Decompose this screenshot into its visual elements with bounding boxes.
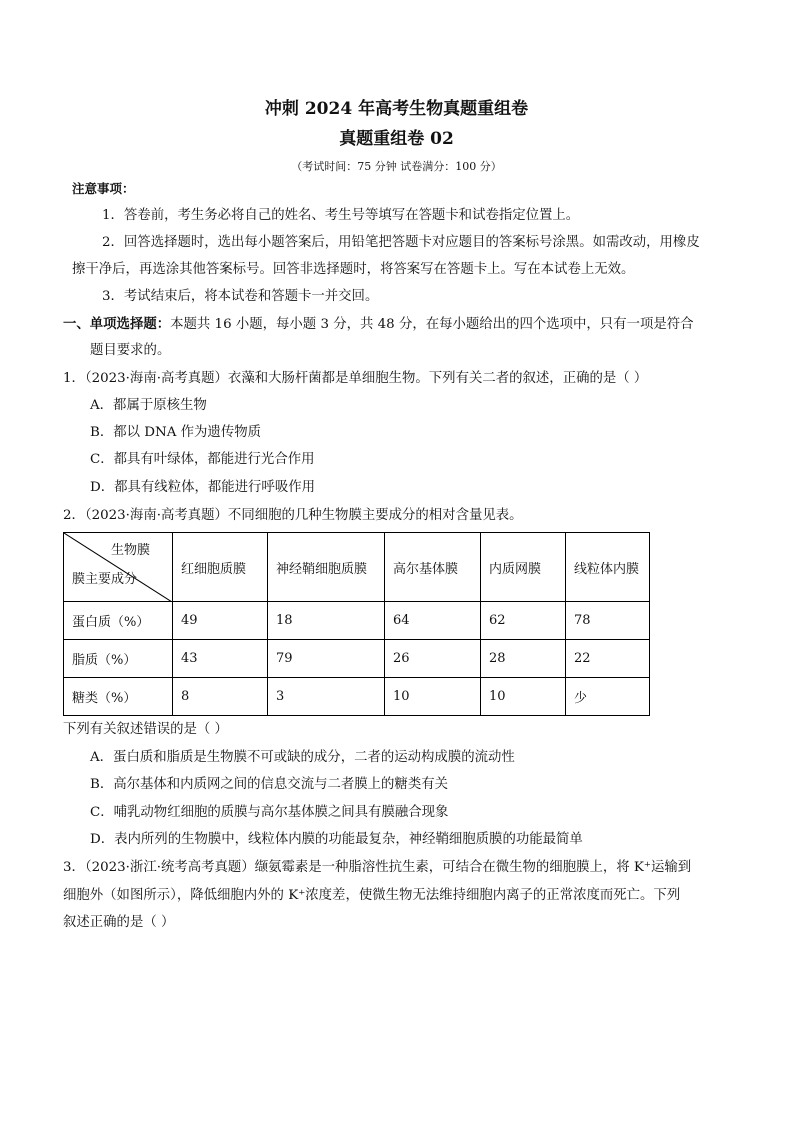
notice-heading: 注意事项： [72,181,135,196]
table-row [64,640,650,678]
table-row-label: 糖类（%） [64,678,173,716]
table-row [64,678,650,716]
table-cell: 10 [481,678,566,716]
q3-stem: 3．（2023·浙江·统考高考真题）缬氨霉素是一种脂溶性抗生素，可结合在微生物的细胞膜上，将 K⁺运输到 [63,860,692,875]
exam-title: 冲刺 2024 年高考生物真题重组卷 [264,99,529,119]
table-cell: 79 [268,640,385,678]
section1-header [63,315,694,334]
table-corner-cell [64,533,173,602]
table-col-header: 线粒体内膜 [566,533,650,602]
table-col-header: 神经鞘细胞质膜 [268,533,385,602]
exam-info: （考试时间：75 分钟 试卷满分：100 分） [291,160,502,173]
q1-option-a: A．都属于原核生物 [90,398,207,413]
notice-item-1: 1．答卷前，考生务必将自己的姓名、考生号等填写在答题卡和试卷指定位置上。 [102,208,580,223]
q3-stem-cont: 细胞外（如图所示），降低细胞内外的 K⁺浓度差，使微生物无法维持细胞内离子的正常浓度而死亡。下列 [63,888,681,903]
section1-desc: 本题共 16 小题，每小题 3 分，共 48 分，在每小题给出的四个选项中，只有一项是符合 [170,317,694,332]
table-cell: 少 [566,678,650,716]
table-cell: 26 [385,640,481,678]
table-cell: 28 [481,640,566,678]
notice-item-2-cont: 擦干净后，再选涂其他答案标号。回答非选择题时，将答案写在答题卡上。写在本试卷上无效。 [72,262,635,277]
q2-stem: 2．（2023·海南·高考真题）不同细胞的几种生物膜主要成分的相对含量见表。 [63,508,523,523]
q2-option-b: B．高尔基体和内质网之间的信息交流与二者膜上的糖类有关 [90,777,448,792]
q3-stem-cont: 叙述正确的是（ ） [63,915,175,930]
table-cell: 3 [268,678,385,716]
q1-option-b: B．都以 DNA 作为遗传物质 [90,425,261,440]
table-cell: 49 [173,602,268,640]
q2-option-d: D．表内所列的生物膜中，线粒体内膜的功能最复杂，神经鞘细胞质膜的功能最简单 [90,832,583,847]
corner-top-label: 生物膜 [110,543,150,558]
notice-item-2: 2．回答选择题时，选出每小题答案后，用铅笔把答题卡对应题目的答案标号涂黑。如需改动，用橡皮 [102,235,700,250]
membrane-table [63,532,650,716]
notice-item-3: 3．考试结束后，将本试卷和答题卡一并交回。 [102,289,379,304]
table-header-row [64,533,650,602]
q1-stem: 1．（2023·海南·高考真题）衣藻和大肠杆菌都是单细胞生物。下列有关二者的叙述，正确的是（ ） [63,371,648,386]
q1-option-d: D．都具有线粒体，都能进行呼吸作用 [90,480,315,495]
table-cell: 64 [385,602,481,640]
table-row [64,602,650,640]
q2-question: 下列有关叙述错误的是（ ） [63,722,228,737]
section1-title: 一、单项选择题： [63,316,171,332]
section1-desc-cont: 题目要求的。 [90,343,171,358]
table-cell: 8 [173,678,268,716]
table-row-label: 蛋白质（%） [64,602,173,640]
table-cell: 62 [481,602,566,640]
table-cell: 78 [566,602,650,640]
table-col-header: 内质网膜 [481,533,566,602]
table-col-header: 红细胞质膜 [173,533,268,602]
q1-option-c: C．都具有叶绿体，都能进行光合作用 [90,452,315,467]
table-cell: 10 [385,678,481,716]
q2-option-c: C．哺乳动物红细胞的质膜与高尔基体膜之间具有膜融合现象 [90,805,449,820]
table-cell: 22 [566,640,650,678]
table-cell: 43 [173,640,268,678]
table-col-header: 高尔基体膜 [385,533,481,602]
table-cell: 18 [268,602,385,640]
q2-option-a: A．蛋白质和脂质是生物膜不可或缺的成分，二者的运动构成膜的流动性 [90,750,515,765]
corner-bottom-label: 膜主要成分 [72,572,138,587]
exam-subtitle: 真题重组卷 02 [339,129,454,149]
table-row-label: 脂质（%） [64,640,173,678]
